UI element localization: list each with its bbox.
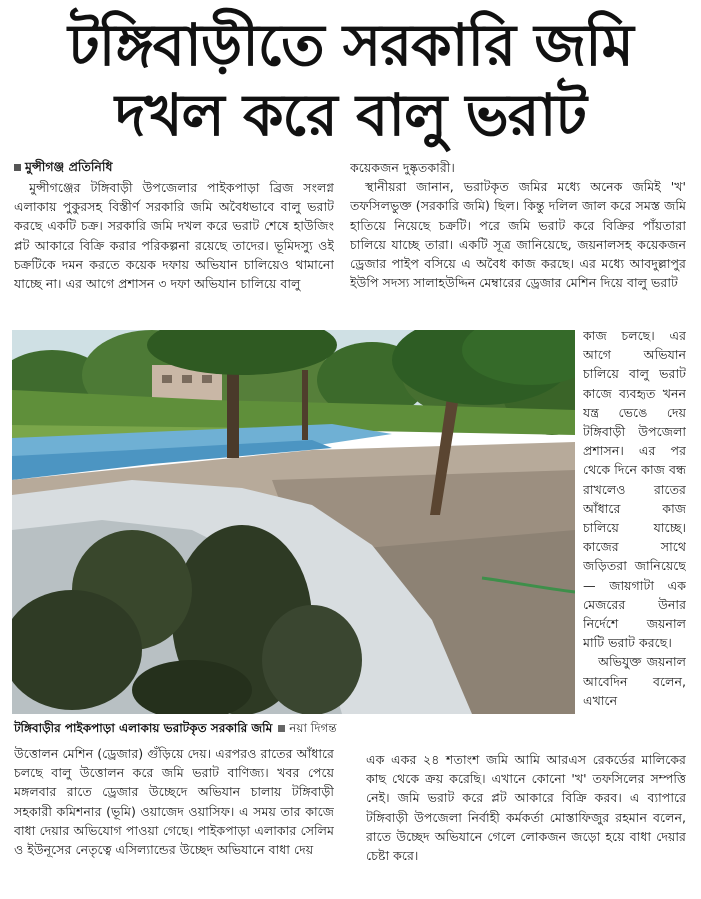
bullet-square-icon xyxy=(278,725,285,732)
column-3-text-2: অভিযুক্ত জয়নাল আবেদিন বলেন, এখানে xyxy=(583,654,686,708)
byline xyxy=(14,158,112,176)
headline-line-1: টঙ্গিবাড়ীতে সরকারি জমি xyxy=(68,11,633,79)
column-4-text: উত্তোলন মেশিন (ড্রেজার) গুঁড়িয়ে দেয়। এরপরও রাতের আঁধারে চলছে বালু উত্তোলন করে জমি ভরাট বাণিজ্য। খবর পেয়ে মঙ্গলবার রাতে ড্রেজার উচ্ছেদে অভিযান চালায় টঙ্গিবাড়ী সহকারী কমিশনার (ভূমি) ওয়াজেদ ওয়াসিফ। এ সময় তার কাজে বাধা দেয়ার অভিযোগ পাওয়া গেছে। পাইকপাড়া এলাকার সেলিম ও ইউনূসের নেতৃত্বে এসিল্যান্ডের উচ্ছেদ অভিযানে বাধা দেয় xyxy=(14,746,334,858)
caption-text: টঙ্গিবাড়ীর পাইকপাড়া এলাকায় ভরাটকৃত সরকারি জমি xyxy=(14,721,273,735)
column-3-text: কাজ চলছে। এর আগে অভিযান চালিয়ে বালু ভরাট কাজে ব্যবহৃত খনন যন্ত্র ভেঙে দেয় টঙ্গিবাড়ী উপজেলা প্রশাসন। এর পর থেকে দিনে কাজ বন্ধ রাখলেও রাতের আঁধারে কাজ চালিয়ে যাচ্ছে। কাজের সাথে জড়িতরা জানিয়েছে— জায়গাটা এক মেজরের উনার নির্দেশে জয়নাল মাটি ভরাট করছে। xyxy=(583,328,686,651)
article-column-5 xyxy=(366,750,686,884)
column-2-text: স্থানীয়রা জানান, ভরাটকৃত জমির মধ্যে অনেক জমিই 'খ' তফসিলভুক্ত (সরকারি জমি) ছিল। কিন্তু দলিল জাল করে সমস্ত জমি হাতিয়ে নিয়েছে চক্রটি। পরে জমি ভরাট করে বিক্রির পাঁয়তারা চালিয়ে যাচ্ছে তারা। একটি সূত্র জানিয়েছে, জয়নালসহ কয়েকজন ড্রেজার পাইপ বসিয়ে এ অবৈধ কাজ করছে। এর মধ্যে আবদুল্লাপুর ইউপি সদস্য সালাহউদ্দিন মেম্বারের ড্রেজার মেশিন দিয়ে বালু ভরাট xyxy=(350,179,686,291)
byline-text: মুন্সীগঞ্জ প্রতিনিধি xyxy=(25,159,113,174)
article-column-2 xyxy=(350,158,686,326)
bullet-square-icon xyxy=(14,164,21,171)
caption-source: নয়া দিগন্ত xyxy=(289,721,337,735)
article-photo xyxy=(12,330,575,714)
article-column-4 xyxy=(14,744,334,884)
column-2-lead: কয়েকজন দুষ্কৃতকারী। xyxy=(350,160,455,175)
headline-line-2: দখল করে বালু ভরাট xyxy=(115,81,586,149)
column-5-text: এক একর ২৪ শতাংশ জমি আমি আরএস রেকর্ডের মালিকের কাছ থেকে ক্রয় করেছি। এখানে কোনো 'খ' তফসিলের সম্পত্তি নেই। জমি ভরাট করে প্লট আকারে বিক্রি করব। এ ব্যাপারে টঙ্গিবাড়ী উপজেলা নির্বাহী কর্মকর্তা মোস্তাফিজুর রহমান বলেন, রাতে উচ্ছেদ অভিযানে গেলে লোকজন জড়ো হয়ে বাধা দেয়ার চেষ্টা করে। xyxy=(366,752,686,864)
article-column-1 xyxy=(14,178,334,318)
article-column-3 xyxy=(583,326,686,746)
column-1-text: মুন্সীগঞ্জের টঙ্গিবাড়ী উপজেলার পাইকপাড়া ব্রিজ সংলগ্ন এলাকায় পুকুরসহ বিস্তীর্ণ সরকারি জমি অবৈধভাবে বালু ভরাট করছে একটি চক্র। সরকারি জমি দখল করে ভরাট শেষে হাউজিং প্লট আকারে বিক্রি করার পরিকল্পনা রয়েছে তাদের। ভূমিদস্যু ওই চক্রটিকে দমন করতে কয়েক দফায় অভিযান চালিয়েও থামানো যাচ্ছে না। এর আগে প্রশাসন ৩ দফা অভিযান চালিয়ে বালু xyxy=(14,180,334,292)
photo-caption xyxy=(14,720,337,736)
